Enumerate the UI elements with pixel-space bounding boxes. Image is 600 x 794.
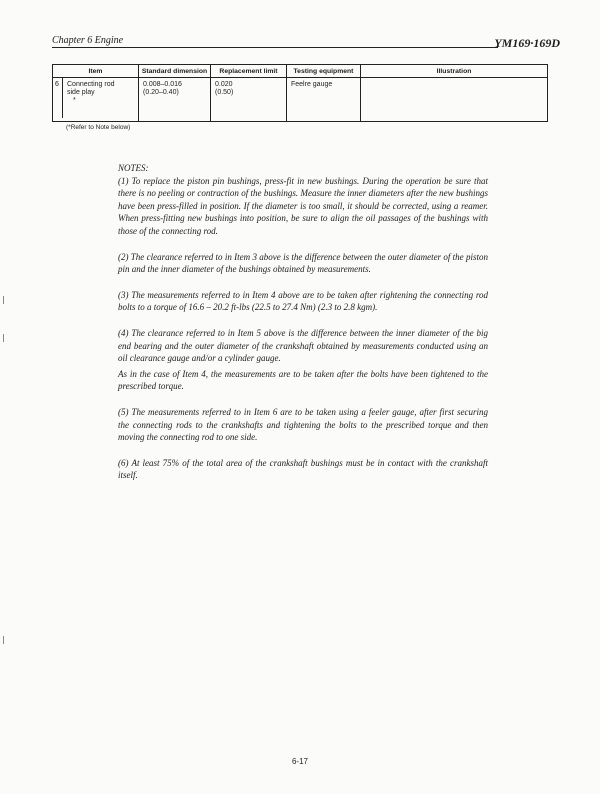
item-line-2: side play — [67, 89, 95, 96]
notes-section — [118, 162, 488, 495]
col-illustration: Illustration — [361, 65, 548, 78]
limit-line-2: (0.50) — [215, 89, 234, 96]
std-line-2: (0.20–0.40) — [143, 89, 179, 96]
note-3: (3) The measurements referred to in Item 4 above are to be taken after rightening the connecting rod bolts to a torque of 16.6 – 20.2 ft-lbs (22.5 to 27.4 Nm) (2.3 to 2.8 kgm). — [118, 289, 488, 313]
item-line-1: Connecting rod — [67, 81, 115, 88]
margin-mark — [3, 296, 4, 304]
col-replacement-limit: Replacement limit — [211, 65, 287, 78]
item-number: 6 — [53, 78, 63, 118]
equipment-text: Feelre gauge — [291, 81, 333, 88]
note-6: (6) At least 75% of the total area of the crankshaft bushings must be in contact with the crankshaft itself. — [118, 457, 488, 481]
margin-mark — [3, 636, 4, 644]
table-row — [53, 78, 548, 122]
note-5: (5) The measurements referred to in Item 6 are to be taken using a feeler gauge, after first securing the connecting rods to the crankshafts and tightening the bolts to the prescribed torque and then moving the connecting rod to one side. — [118, 406, 488, 443]
limit-line-1: 0.020 — [215, 81, 233, 88]
table-footnote: (*Refer to Note below) — [66, 124, 131, 131]
chapter-title: Chapter 6 Engine — [52, 35, 124, 46]
notes-title: NOTES: — [118, 163, 149, 173]
cell-standard — [139, 78, 211, 122]
table-header-row — [53, 65, 548, 78]
spec-table — [52, 64, 548, 122]
note-2: (2) The clearance referred to in Item 3 above is the difference between the outer diameter of the piston pin and the inner diameter of the bushings obtained by measurements. — [118, 251, 488, 275]
note-4-continued: As in the case of Item 4, the measurements are to be taken after the bolts have been tightened to the prescribed torque. — [118, 368, 488, 392]
note-1: (1) To replace the piston pin bushings, press-fit in new bushings. During the operation be sure that there is no peeling or contraction of the bushings. Measure the inner diameters after the new bushings have been press-filled in position. If the diameter is too small, it should be corrected, using a reamer. When press-fitting new bushings into position, be sure to align the oil passages of the bushings with those of the connecting rod. — [118, 175, 488, 236]
std-line-1: 0.008–0.016 — [143, 81, 182, 88]
header-rule — [52, 47, 498, 48]
note-4: (4) The clearance referred to in Item 5 above is the difference between the inner diameter of the big end bearing and the outer diameter of the crankshaft obtained by measurements conducted using an oil clearance gauge and/or a cylinder gauge. — [118, 327, 488, 364]
cell-illustration — [361, 78, 548, 122]
cell-limit — [211, 78, 287, 122]
margin-mark — [3, 334, 4, 342]
cell-equipment — [287, 78, 361, 122]
model-code: YM169·169D — [494, 36, 560, 50]
col-testing-equipment: Testing equipment — [287, 65, 361, 78]
item-mark: * — [73, 97, 76, 104]
cell-item — [53, 78, 139, 122]
col-standard-dimension: Standard dimension — [139, 65, 211, 78]
col-item: Item — [53, 65, 139, 78]
page-number: 6-17 — [291, 757, 308, 766]
